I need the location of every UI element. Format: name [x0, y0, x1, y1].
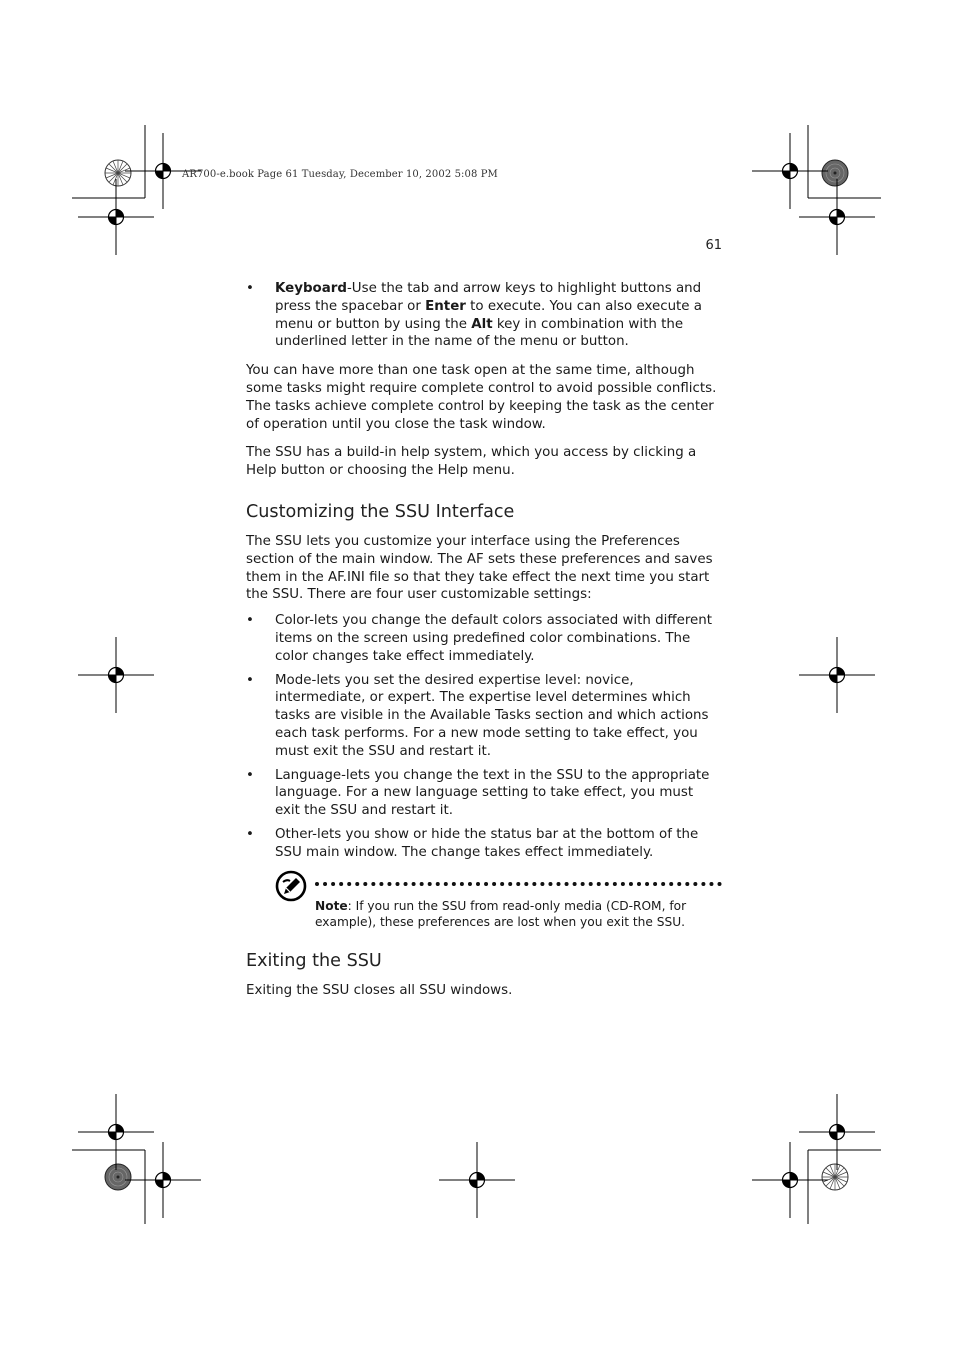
note-text	[315, 898, 722, 931]
bullet-icon: •	[246, 281, 254, 296]
registration-mark-icon	[125, 1142, 201, 1218]
note-divider	[315, 882, 722, 886]
bullet-icon: •	[246, 672, 254, 688]
paragraph-customize: The SSU lets you customize your interface using the Preferences section of the main window. The AF sets these preferences and saves them in the AF.INI file so that they take effect the next time you start the SSU. There are four user customizable settings:	[246, 533, 713, 603]
setting-text: Other-lets you show or hide the status bar at the bottom of the SSU main window. The change takes effect immediately.	[275, 826, 699, 860]
registration-mark-icon	[105, 160, 131, 186]
bullet-icon: •	[246, 613, 254, 629]
color-bar-disc-icon	[822, 160, 848, 186]
registration-mark-icon	[799, 1094, 875, 1170]
page-content	[246, 280, 722, 999]
color-bar-disc-icon	[105, 1164, 131, 1190]
page-number: 61	[705, 238, 722, 253]
keyboard-text-2: to execute. You can also execute a menu or button by using the	[275, 298, 703, 332]
paragraph-help: The SSU has a build-in help system, which you access by clicking a Help button or choosing the Help menu.	[246, 445, 697, 479]
setting-bullet-language	[246, 767, 722, 820]
registration-mark-icon	[822, 1164, 848, 1190]
registration-mark-icon	[799, 179, 875, 255]
paragraph-exiting: Exiting the SSU closes all SSU windows.	[246, 982, 513, 998]
setting-bullet-color	[246, 612, 722, 665]
bullet-icon: •	[246, 826, 254, 842]
keyboard-text-1: -Use the tab and arrow keys to highlight buttons and press the spacebar or	[275, 281, 702, 314]
alt-key-term: Alt	[471, 316, 493, 332]
registration-mark-icon	[78, 1094, 154, 1170]
registration-mark-icon	[799, 637, 875, 713]
setting-text: Language-lets you change the text in the SSU to the appropriate language. For a new language setting to take effect, you must exit the SSU and restart it.	[275, 767, 710, 819]
note-pen-icon	[275, 870, 307, 902]
note-label: Note	[315, 898, 348, 913]
bullet-icon: •	[246, 767, 254, 783]
heading-exiting: Exiting the SSU	[246, 950, 382, 971]
keyboard-term: Keyboard	[275, 281, 347, 296]
registration-mark-icon	[439, 1142, 515, 1218]
note-box	[275, 867, 722, 929]
enter-key-term: Enter	[425, 298, 466, 314]
registration-mark-icon	[78, 637, 154, 713]
print-slug: AR700-e.book Page 61 Tuesday, December 10, 2002 5:08 PM	[182, 169, 498, 180]
setting-bullet-other	[246, 826, 722, 862]
note-body: : If you run the SSU from read-only media (CD-ROM, for example), these preferences are lost when you exit the SSU.	[315, 898, 687, 930]
setting-bullet-mode	[246, 672, 722, 761]
paragraph-tasks: You can have more than one task open at the same time, although some tasks might require complete control to avoid possible conflicts. The tasks achieve complete control by keeping the task as the center of operation until you close the task window.	[246, 363, 717, 432]
registration-mark-icon	[78, 179, 154, 255]
setting-text: Color-lets you change the default colors associated with different items on the screen using predefined color combinations. The color changes take effect immediately.	[275, 613, 713, 664]
heading-customizing: Customizing the SSU Interface	[246, 501, 515, 522]
setting-text: Mode-lets you set the desired expertise level: novice, intermediate, or expert. The expertise level determines which tasks are visible in the Available Tasks section and which actions each task performs. For a new mode setting to take effect, you must exit the SSU and restart it.	[275, 672, 709, 759]
registration-mark-icon	[752, 1142, 828, 1218]
keyboard-text-3: key in combination with the underlined letter in the name of the menu or button.	[275, 316, 684, 350]
keyboard-bullet	[246, 280, 722, 351]
